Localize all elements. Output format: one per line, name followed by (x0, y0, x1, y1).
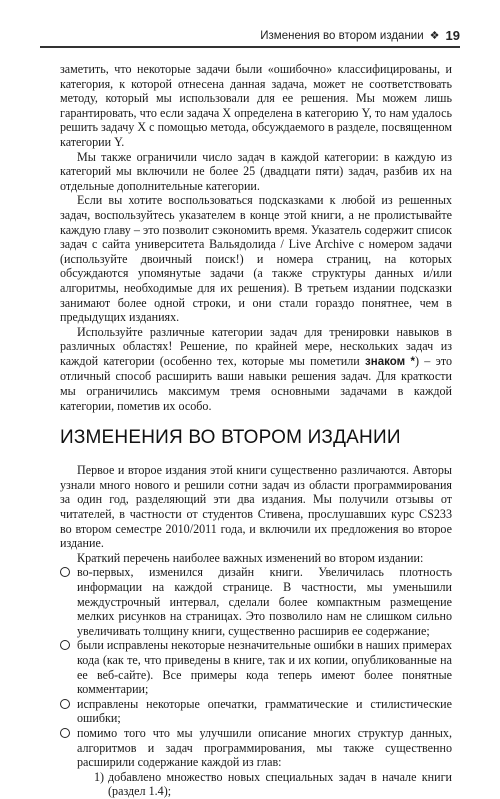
diamond-icon: ❖ (429, 30, 440, 42)
circle-bullet-icon (60, 567, 70, 577)
numbered-item (94, 770, 452, 799)
page-body (60, 62, 452, 799)
circle-bullet-icon (60, 699, 70, 709)
changes-list (60, 565, 452, 799)
text-run: Используйте различные категории задач для тренировки навыков в различных областях! Решение, по крайней мере, нескольких задач из каждой категории (особенно тех, которые мы пометили (60, 324, 452, 368)
list-item (60, 638, 452, 696)
circle-bullet-icon (60, 640, 70, 650)
running-header-title: Изменения во втором издании (260, 29, 424, 42)
list-item-text: были исправлены некоторые незначительные ошибки в наших примерах кода (как те, что приведены в книге, так и их копии, опубликованные на ее веб-сайте). Все примеры кода теперь имеют более понятные комментарии; (77, 638, 452, 697)
paragraph-star-note (60, 325, 452, 414)
item-number: 1) (94, 769, 105, 784)
paragraph: Мы также ограничили число задач в каждой категории: в каждую из категорий мы включили не более 25 (двадцати пяти) задач, разбив их на отдельные дополнительные категории. (60, 149, 452, 193)
list-item-text: исправлены некоторые опечатки, грамматические и стилистические ошибки; (77, 696, 452, 726)
paragraph: Если вы хотите воспользоваться подсказками к любой из решенных задач, воспользуйтесь указателем в конце этой книги, а не пролистывайте каждую главу – это позволит сэкономить время. Указатель содержит список задач с сайта университета Вальядолида / Live Archive с номером задачи (используйте двоичный поиск!) и номера страниц, на которых обсуждаются упомянутые задачи (а также структуры данных и/или алгоритмы, необходимые для их решения). В третьем издании подсказки занимают более одной строки, и они стали гораздо понятнее, чем в предыдущих изданиях. (60, 193, 452, 325)
numbered-item-text: добавлено множество новых специальных задач в начале книги (раздел 1.4); (108, 769, 452, 799)
list-item-text: помимо того что мы улучшили описание многих структур данных, алгоритмов и задач программирования, мы также существенно расширили содержание каждой из глав: (77, 725, 452, 770)
paragraph: Краткий перечень наиболее важных изменений во втором издании: (77, 550, 424, 565)
page-number: 19 (445, 28, 460, 43)
paragraph: заметить, что некоторые задачи были «ошибочно» классифицированы, и категория, к которой отнесена данная задача, может не соответствовать методу, который мы использовали для ее решения. Мы можем лишь гарантировать, что если задача X определена в категорию Y, то нам удалось решить задачу X с помощью метода, обсуждаемого в разделе, посвященном категории Y. (60, 62, 452, 149)
list-item (60, 565, 452, 638)
star-mark-label: знаком * (365, 355, 415, 368)
text-run: ) – это отличный способ расширить ваши навыки решения задач. Для краткости мы ограничились максимум тремя основными задачами в каждой категории, пометив их особо. (60, 353, 452, 413)
running-header (260, 28, 460, 43)
header-rule (40, 46, 460, 48)
section-heading: ИЗМЕНЕНИЯ ВО ВТОРОМ ИЗДАНИИ (60, 427, 401, 449)
numbered-sublist (77, 770, 452, 799)
list-item (60, 697, 452, 726)
paragraph: Первое и второе издания этой книги существенно различаются. Авторы узнали много нового и решили сотни задач из области программирования за один год, разделяющий эти два издания. Мы получили отзывы от читателей, в частности от студентов Стивена, прослушавших курс CS233 во втором семестре 2010/2011 года, и включили их предложения во второе издание. (60, 463, 452, 551)
list-item-text: во-первых, изменился дизайн книги. Увеличилась плотность информации на каждой странице. В частности, мы уменьшили междустрочный интервал, сделали более компактным размещение мелких рисунков на страницах. Это позволило нам не слишком сильно увеличивать толщину книги, существенно расширив ее содержание; (77, 565, 452, 638)
list-item (60, 726, 452, 799)
circle-bullet-icon (60, 728, 70, 738)
